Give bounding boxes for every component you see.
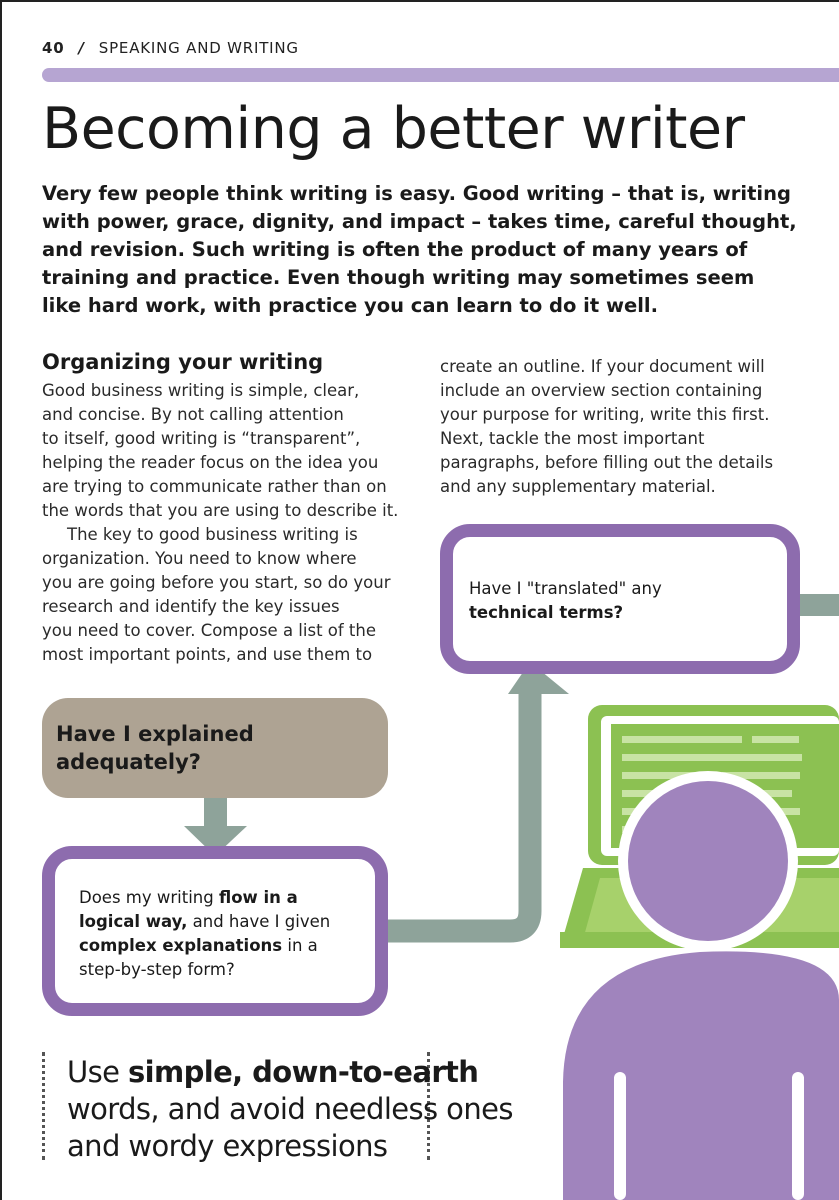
box-line: complex explanations in a bbox=[79, 936, 318, 955]
pill-line: Have I explained bbox=[56, 722, 254, 746]
question-pill bbox=[42, 698, 388, 798]
intro-line: training and practice. Even though writing may sometimes seem bbox=[42, 266, 755, 289]
body-line: you are going before you start, so do your bbox=[42, 573, 391, 592]
page-number: 40 bbox=[42, 39, 65, 57]
box-line: logical way, and have I given bbox=[79, 912, 331, 931]
body-line: Next, tackle the most important bbox=[440, 429, 705, 448]
quote-line: Use simple, down-to-earth bbox=[67, 1055, 479, 1089]
body-line: paragraphs, before filling out the details bbox=[440, 453, 774, 472]
box-line: Have I "translated" any bbox=[469, 579, 662, 598]
section-name: SPEAKING AND WRITING bbox=[98, 39, 299, 57]
question-box-flow bbox=[42, 846, 388, 1016]
body-line: helping the reader focus on the idea you bbox=[42, 453, 379, 472]
question-box-terms bbox=[440, 524, 800, 674]
body-line: and concise. By not calling attention bbox=[42, 405, 344, 424]
pill-line: adequately? bbox=[56, 750, 201, 774]
quote-line: and wordy expressions bbox=[67, 1129, 388, 1163]
header-separator: / bbox=[78, 39, 85, 57]
body-line: to itself, good writing is “transparent”, bbox=[42, 429, 361, 448]
intro-line: like hard work, with practice you can learn to do it well. bbox=[42, 294, 658, 317]
body-line: research and identify the key issues bbox=[42, 597, 340, 616]
up-arrow bbox=[388, 662, 569, 931]
body-line: organization. You need to know where bbox=[42, 549, 357, 568]
intro-line: with power, grace, dignity, and impact – takes time, careful thought, bbox=[42, 210, 797, 233]
box-line: step-by-step form? bbox=[79, 960, 235, 979]
box-line: technical terms? bbox=[469, 603, 624, 622]
section-heading: Organizing your writing bbox=[42, 350, 324, 374]
body-line: your purpose for writing, write this first. bbox=[440, 405, 770, 424]
body-line: and any supplementary material. bbox=[440, 477, 716, 496]
body-line: you need to cover. Compose a list of the bbox=[42, 621, 377, 640]
quote-line: words, and avoid needless ones bbox=[67, 1092, 513, 1126]
intro-line: and revision. Such writing is often the product of many years of bbox=[42, 238, 748, 261]
body-line: most important points, and use them to bbox=[42, 645, 373, 664]
box-line: Does my writing flow in a bbox=[79, 888, 298, 907]
intro-line: Very few people think writing is easy. Good writing – that is, writing bbox=[42, 182, 791, 205]
body-line: Good business writing is simple, clear, bbox=[42, 381, 360, 400]
pull-quote bbox=[42, 1052, 513, 1163]
page-title: Becoming a better writer bbox=[42, 96, 745, 162]
body-line: The key to good business writing is bbox=[67, 525, 358, 544]
body-line: the words that you are using to describe it. bbox=[42, 501, 399, 520]
body-line: are trying to communicate rather than on bbox=[42, 477, 387, 496]
connector-bar bbox=[798, 594, 839, 616]
body-line: create an outline. If your document will bbox=[440, 357, 765, 376]
body-line: include an overview section containing bbox=[440, 381, 763, 400]
